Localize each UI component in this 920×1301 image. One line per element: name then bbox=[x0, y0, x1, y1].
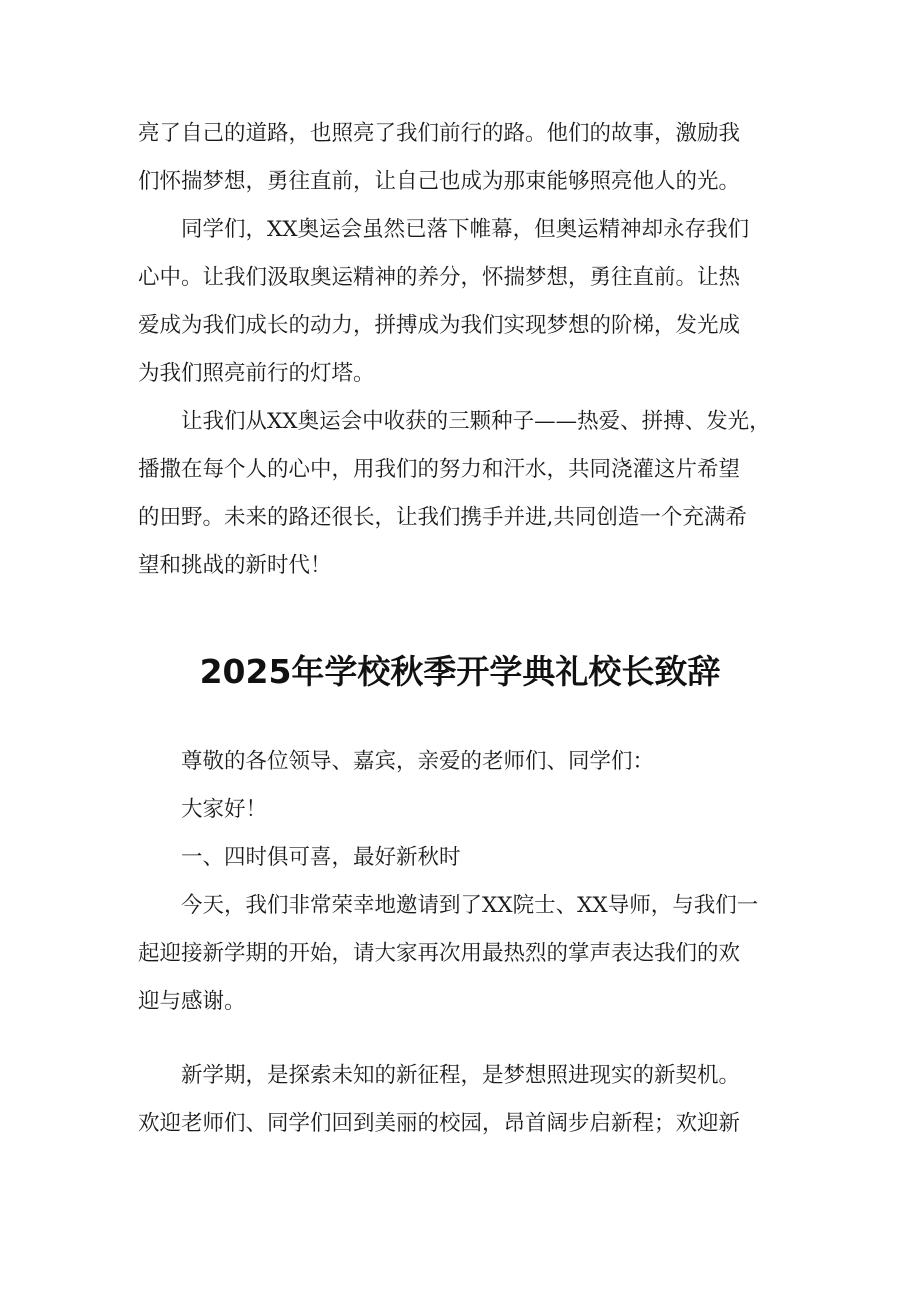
text-line: 一、四时俱可喜，最好新秋时 bbox=[138, 845, 461, 870]
paragraph-today bbox=[138, 882, 798, 1026]
text-line: 迎与感谢。 bbox=[138, 989, 246, 1014]
text-line: 播撒在每个人的心中，用我们的努力和汗水，共同浇灌这片希望 bbox=[138, 457, 741, 482]
text-line: 今天，我们非常荣幸地邀请到了XX院士、XX导师，与我们一 bbox=[138, 893, 759, 918]
paragraph-light-path bbox=[138, 110, 798, 206]
text-line: 为我们照亮前行的灯塔。 bbox=[138, 361, 375, 386]
text-line: 心中。让我们汲取奥运精神的养分，怀揣梦想，勇往直前。让热 bbox=[138, 265, 741, 290]
text-line: 亮了自己的道路，也照亮了我们前行的路。他们的故事，激励我 bbox=[138, 121, 741, 146]
text-line: 的田野。未来的路还很长，让我们携手并进,共同创造一个充满希 bbox=[138, 505, 747, 530]
text-line: 望和挑战的新时代！ bbox=[138, 553, 332, 578]
paragraph-olympic-spirit bbox=[138, 206, 798, 398]
text-line: 让我们从XX奥运会中收获的三颗种子——热爱、拼搏、发光， bbox=[138, 409, 771, 434]
paragraph-new-term bbox=[138, 1052, 798, 1148]
text-line: 爱成为我们成长的动力，拼搏成为我们实现梦想的阶梯，发光成 bbox=[138, 313, 741, 338]
text-line: 们怀揣梦想，勇往直前，让自己也成为那束能够照亮他人的光。 bbox=[138, 169, 741, 194]
speech-title: 2025年学校秋季开学典礼校长致辞 bbox=[199, 652, 721, 691]
greeting bbox=[138, 786, 798, 834]
text-line: 欢迎老师们、同学们回到美丽的校园，昂首阔步启新程；欢迎新 bbox=[138, 1111, 741, 1136]
text-line: 新学期，是探索未知的新征程，是梦想照进现实的新契机。 bbox=[138, 1063, 741, 1088]
section-heading bbox=[138, 834, 798, 882]
text-line: 起迎接新学期的开始，请大家再次用最热烈的掌声表达我们的欢 bbox=[138, 941, 741, 966]
salutation bbox=[138, 738, 798, 786]
text-line: 大家好！ bbox=[138, 797, 268, 822]
text-line: 同学们，XX奥运会虽然已落下帷幕，但奥运精神却永存我们 bbox=[138, 217, 750, 242]
paragraph-three-seeds bbox=[138, 398, 798, 590]
text-line: 尊敬的各位领导、嘉宾，亲爱的老师们、同学们： bbox=[138, 749, 655, 774]
